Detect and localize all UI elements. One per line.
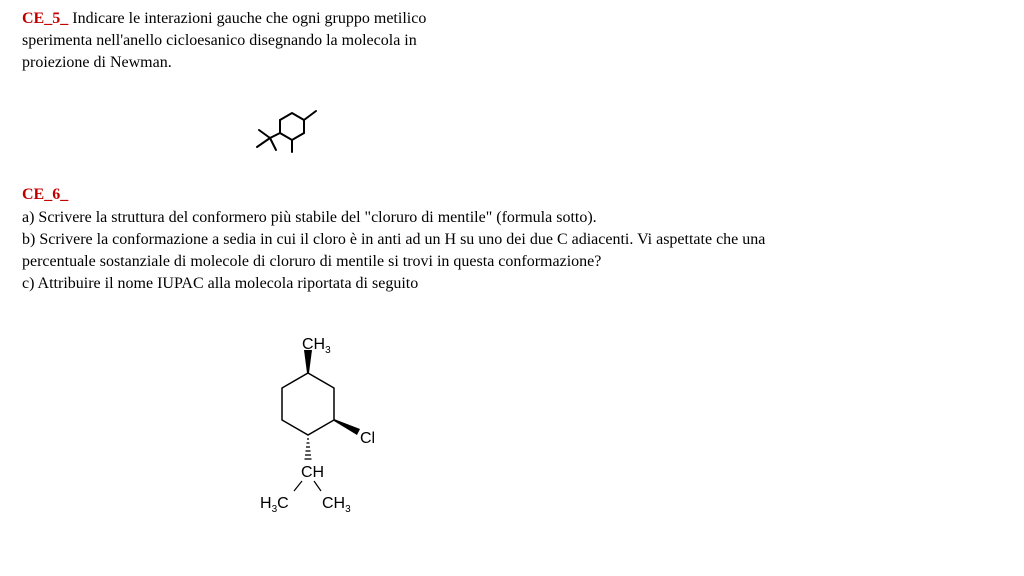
- wedge-bond-cl: [334, 419, 360, 435]
- ce6-question: [22, 207, 1002, 295]
- ce5-text-line-2: sperimenta nell'anello cicloesanico disegnando la molecola in: [22, 32, 417, 49]
- ch3-top-label: $CH_3$: [302, 336, 331, 356]
- ch3-right-label: $CH_3$: [322, 495, 351, 515]
- ce6-item-c: c) Attribuire il nome IUPAC alla molecola riportata di seguito: [22, 275, 419, 292]
- wedge-bond-ch3: [304, 350, 312, 373]
- ce6-label: CE_6_: [22, 186, 69, 203]
- menthyl-chloride-structure: [250, 325, 400, 525]
- cl-label: Cl: [360, 430, 376, 447]
- ce6-item-a: a) Scrivere la struttura del conformero più stabile del "cloruro di mentile" (formula sotto).: [22, 209, 597, 226]
- ce6-label-line: [22, 184, 68, 206]
- ce6-item-b: b) Scrivere la conformazione a sedia in cui il cloro è in anti ad un H su uno dei due C adiacenti. Vi aspettate che una: [22, 231, 766, 248]
- ce5-text-line-3: proiezione di Newman.: [22, 54, 172, 71]
- hashed-bond-isopropyl: [305, 439, 312, 459]
- trimethylcyclohexane-structure: [250, 100, 330, 160]
- ce5-label: CE_5_: [22, 10, 69, 27]
- h3c-label: $H_3C$: [260, 495, 289, 515]
- ce5-text-line-1: Indicare le interazioni gauche che ogni gruppo metilico: [68, 10, 427, 27]
- ch-label: CH: [301, 464, 325, 481]
- ce6-item-b-continued: percentuale sostanziale di molecole di cloruro di mentile si trovi in questa conformazione?: [22, 253, 602, 270]
- ce5-question: [22, 8, 522, 74]
